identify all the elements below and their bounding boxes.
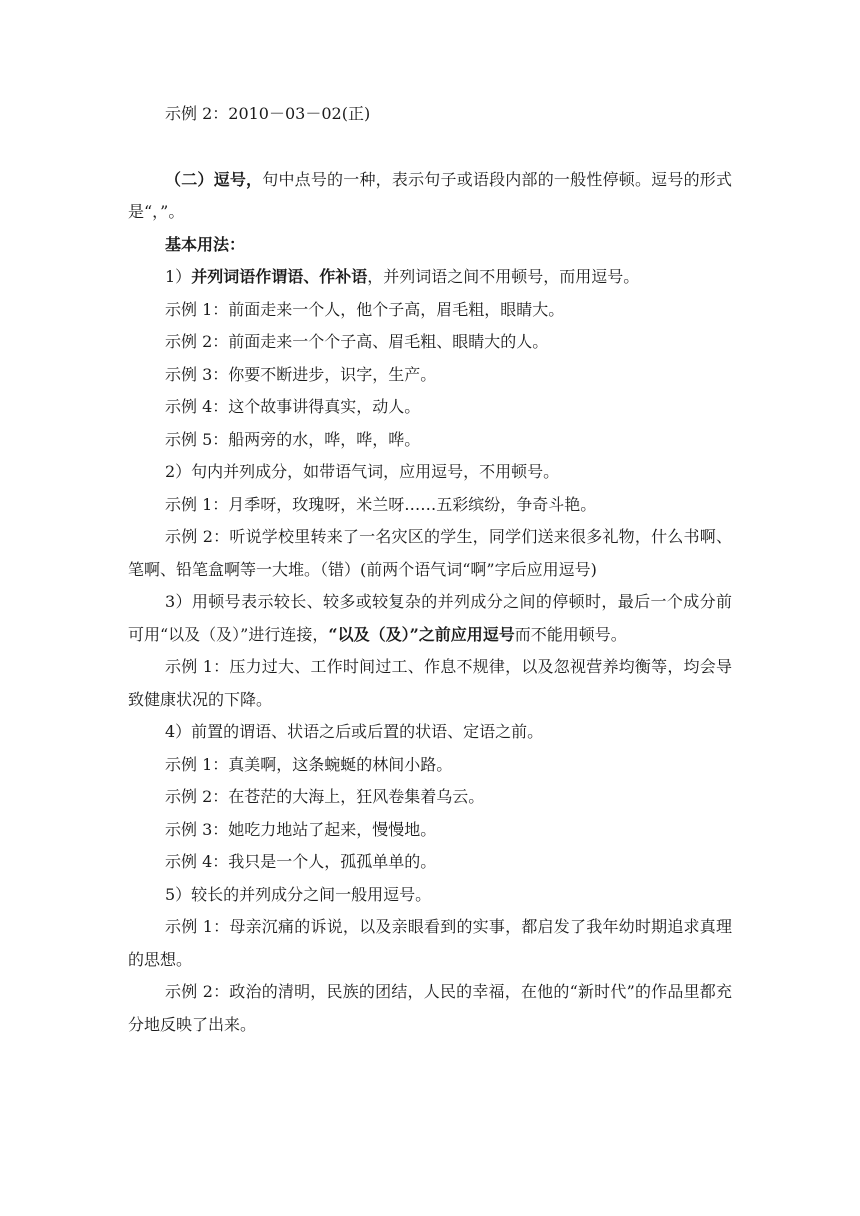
basic-usage-label: 基本用法：	[165, 234, 246, 254]
rule-3	[128, 586, 732, 651]
section-description: 句中点号的一种，表示句子或语段内部的一般性停顿。逗号的形式是“，”。	[128, 169, 732, 221]
example-line: 示例 1：月季呀，玫瑰呀，米兰呀……五彩缤纷，争奇斗艳。	[165, 494, 597, 514]
example-line: 示例 1：母亲沉痛的诉说，以及亲眼看到的实事，都启发了我年幼时期追求真理的思想。	[128, 917, 732, 969]
example-line: 示例 2：在苍茫的大海上，狂风卷集着乌云。	[165, 787, 485, 806]
example-line: 示例 3：你要不断进步，识字，生产。	[165, 364, 437, 384]
example-line: 示例 2：听说学校里转来了一名灾区的学生，同学们送来很多礼物，什么书啊、笔啊、铅笔盒啊等一大堆。（错）(前两个语气词“啊”字后应用逗号)	[128, 527, 732, 579]
example-line: 示例 5：船两旁的水，哗，哗，哗。	[165, 429, 421, 449]
rule-4: 4）前置的谓语、状语之后或后置的状语、定语之前。	[165, 722, 544, 741]
example-line: 示例 2：政治的清明，民族的团结，人民的幸福，在他的“新时代”的作品里都充分地反映了出来。	[128, 982, 732, 1034]
example-line: 示例 2：2010－03－02(正)	[165, 104, 371, 123]
rule-emphasis: 并列词语作谓语、作补语	[191, 267, 368, 286]
rule-text: 3）用顿号表示较长、较多或较复杂的并列成分之间的停顿时，最后一个成分前可用“以及（及）”进行连接，	[128, 592, 732, 644]
rule-emphasis: “以及（及）”之前应用逗号	[328, 624, 515, 644]
rule-1	[128, 261, 732, 294]
example-line: 示例 2：前面走来一个个子高、眉毛粗、眼睛大的人。	[165, 332, 549, 351]
rule-number: 1）	[165, 267, 192, 286]
example-line: 示例 4：这个故事讲得真实，动人。	[165, 397, 421, 416]
example-line: 示例 3：她吃力地站了起来，慢慢地。	[165, 819, 437, 839]
example-line: 示例 4：我只是一个人，孤孤单单的。	[165, 852, 437, 871]
example-line: 示例 1：前面走来一个人，他个子高，眉毛粗，眼睛大。	[165, 299, 565, 319]
rule-5: 5）较长的并列成分之间一般用逗号。	[165, 884, 432, 904]
rule-2: 2）句内并列成分，如带语气词，应用逗号，不用顿号。	[165, 462, 560, 481]
rule-text: ，并列词语之间不用顿号，而用逗号。	[367, 267, 640, 286]
example-line: 示例 1：真美啊，这条蜿蜒的林间小路。	[165, 754, 453, 774]
rule-text: 而不能用顿号。	[514, 624, 627, 644]
section-title: （二）逗号，	[165, 169, 263, 189]
section-heading-comma	[128, 164, 732, 229]
example-line: 示例 1：压力过大、工作时间过工、作息不规律，以及忽视营养均衡等，均会导致健康状况的下降。	[128, 657, 732, 709]
